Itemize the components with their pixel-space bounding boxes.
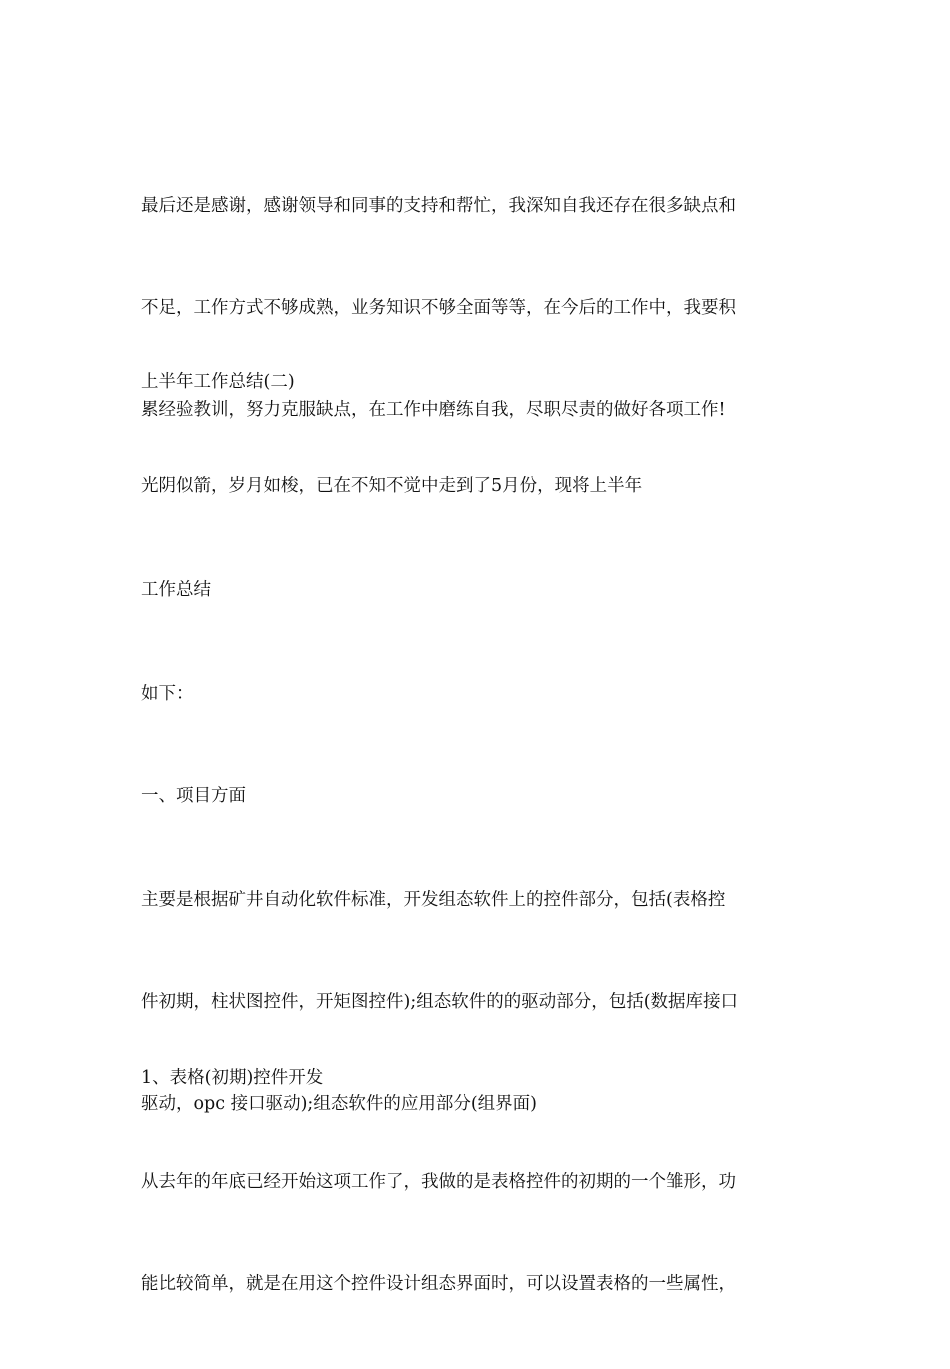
- text-line: 累经验教训，努力克服缺点，在工作中磨练自我，尽职尽责的做好各项工作!: [141, 400, 726, 420]
- text-line: 一、项目方面: [141, 786, 246, 806]
- text-line: 件初期，柱状图控件，开矩图控件);组态软件的的驱动部分，包括(数据库接口: [141, 992, 739, 1012]
- text-line: 工作总结: [141, 580, 211, 600]
- paragraph-table-control-body: [141, 1097, 809, 1369]
- text-line: 上半年工作总结(二): [141, 372, 295, 392]
- text-line: 1、表格(初期)控件开发: [141, 1068, 324, 1088]
- text-line: 能比较简单，就是在用这个控件设计组态界面时，可以设置表格的一些属性，: [141, 1274, 736, 1294]
- text-line: 驱动，opc 接口驱动);组态软件的应用部分(组界面): [141, 1094, 537, 1114]
- text-line: 如下：: [141, 684, 194, 704]
- text-line: 光阴似箭，岁月如梭，已在不知不觉中走到了5月份，现将上半年: [141, 476, 643, 496]
- text-line: 主要是根据矿井自动化软件标准，开发组态软件上的控件部分，包括(表格控: [141, 890, 726, 910]
- text-line: 不足，工作方式不够成熟，业务知识不够全面等等，在今后的工作中，我要积: [141, 298, 736, 318]
- text-line: 从去年的年底已经开始这项工作了，我做的是表格控件的初期的一个雏形，功: [141, 1172, 736, 1192]
- text-line: 最后还是感谢，感谢领导和同事的支持和帮忙，我深知自我还存在很多缺点和: [141, 196, 736, 216]
